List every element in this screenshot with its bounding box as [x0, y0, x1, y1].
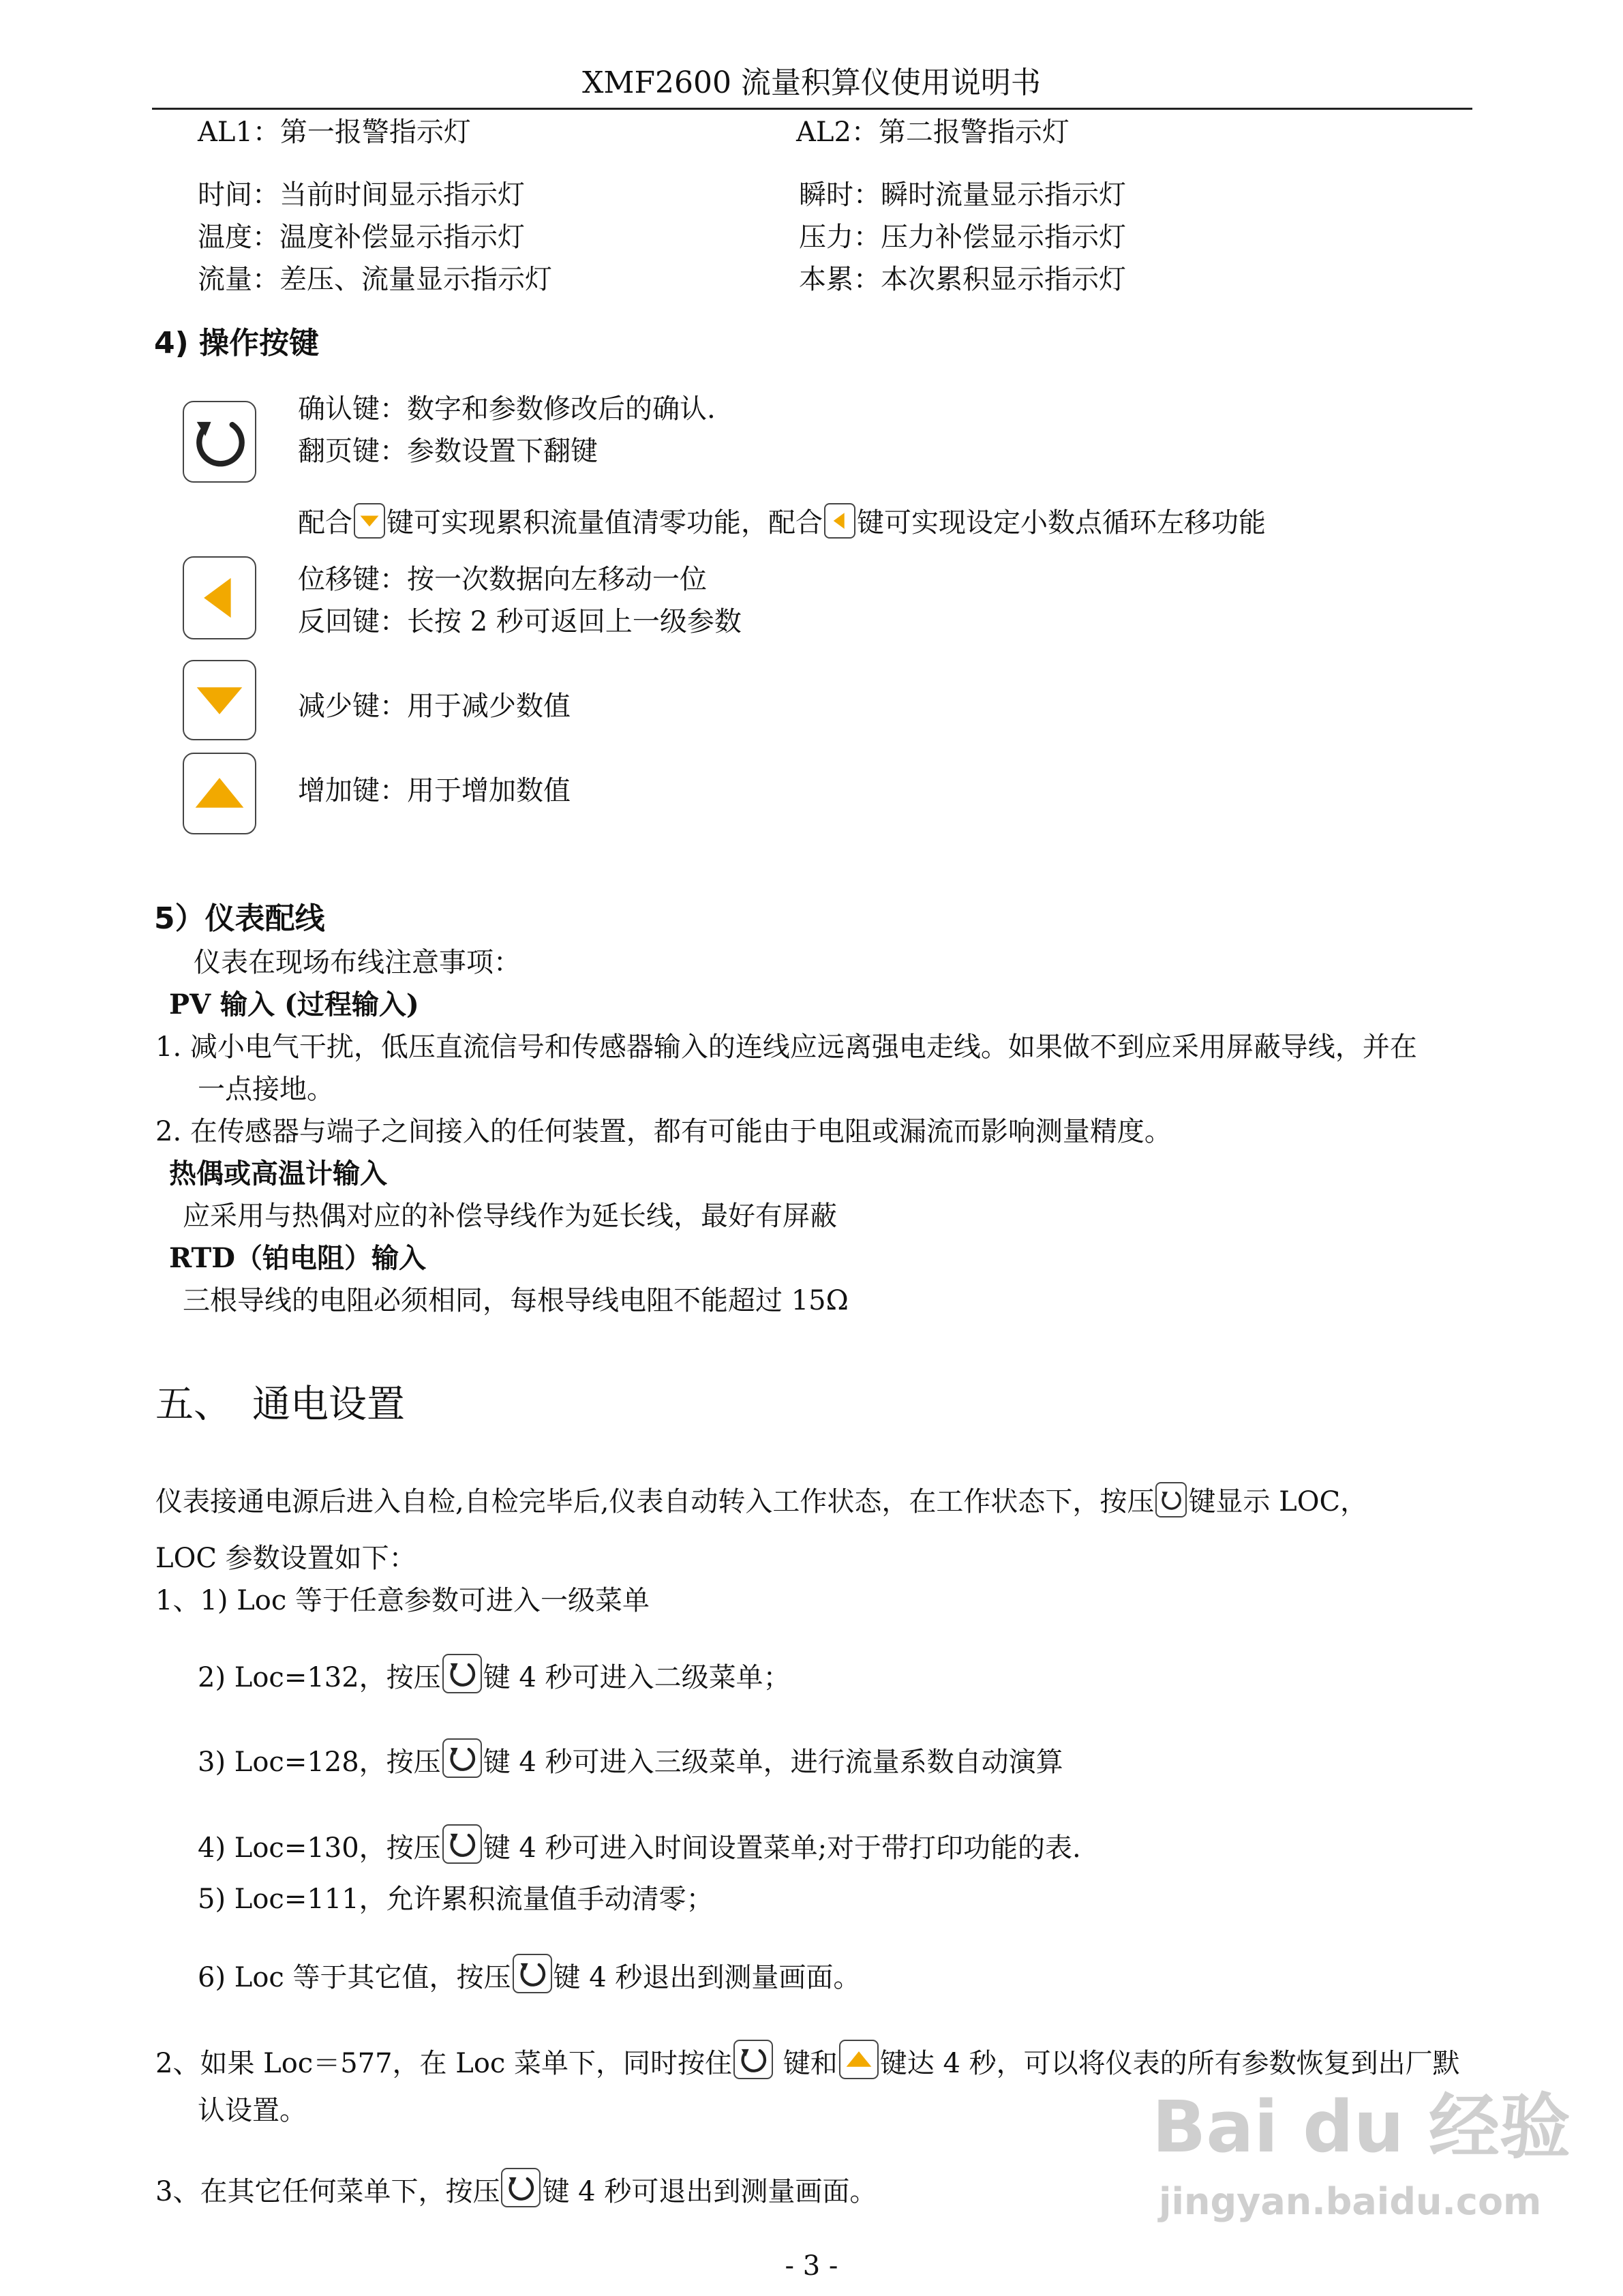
wiring-heading: 5）仪表配线	[154, 901, 325, 936]
down-key-inline-icon	[354, 503, 385, 539]
up-key-icon	[183, 753, 256, 834]
section-number: 五、	[155, 1383, 232, 1427]
exit-menu-item: 3、在其它任何菜单下，按压 键 4 秒可退出到测量画面。	[155, 2168, 877, 2209]
loc-item-5: 5) Loc=111，允许累积流量值手动清零；	[198, 1884, 714, 1915]
shift-key-desc: 位移键：按一次数据向左移动一位	[298, 564, 707, 595]
indicator-al1: AL1：第一报警指示灯	[198, 117, 471, 148]
shift-key-icon	[183, 556, 256, 639]
indicator-cumulative: 本累：本次累积显示指示灯	[799, 264, 1126, 295]
confirm-key-inline-icon	[442, 1824, 482, 1864]
pv-item-1-cont: 一点接地。	[198, 1074, 334, 1105]
document-title: XMF2600 流量积算仪使用说明书	[582, 65, 1041, 100]
power-paragraph-2: LOC 参数设置如下：	[155, 1543, 416, 1574]
left-key-inline-icon	[824, 503, 855, 539]
wiring-intro: 仪表在现场布线注意事项：	[194, 947, 521, 978]
loc-item-6: 6) Loc 等于其它值，按压 键 4 秒退出到测量画面。	[198, 1954, 860, 1995]
pv-item-2: 2. 在传感器与端子之间接入的任何装置，都有可能由于电阻或漏流而影响测量精度。	[155, 1116, 1172, 1147]
reset-factory-item: 2、如果 Loc＝577，在 Loc 菜单下，同时按住 键和 键达 4 秒，可以将仪表的所有参数恢复到出厂默	[155, 2040, 1460, 2081]
down-key-desc: 减少键：用于减少数值	[298, 691, 571, 722]
indicator-instant: 瞬时：瞬时流量显示指示灯	[799, 179, 1126, 211]
watermark-logo: Bai du 经验	[1152, 2085, 1571, 2169]
loc-item-2: 2) Loc=132，按压 键 4 秒可进入二级菜单；	[198, 1654, 791, 1695]
watermark-url: jingyan.baidu.com	[1159, 2180, 1542, 2223]
header-rule	[152, 108, 1472, 110]
thermocouple-text: 应采用与热偶对应的补偿导线作为延长线，最好有屏蔽	[183, 1200, 837, 1232]
confirm-key-inline-icon	[1155, 1482, 1187, 1517]
loc-item-4: 4) Loc=130，按压 键 4 秒可进入时间设置菜单;对于带打印功能的表.	[198, 1824, 1081, 1866]
thermocouple-heading: 热偶或高温计输入	[169, 1158, 387, 1190]
indicator-pressure: 压力：压力补偿显示指示灯	[799, 222, 1126, 253]
confirm-key-desc: 确认键：数字和参数修改后的确认.	[298, 393, 716, 425]
reset-factory-item-cont: 认设置。	[198, 2095, 307, 2126]
rtd-text: 三根导线的电阻必须相同，每根导线电阻不能超过 15Ω	[183, 1285, 849, 1316]
back-key-desc: 反回键：长按 2 秒可返回上一级参数	[298, 606, 742, 637]
rtd-heading: RTD（铂电阻）输入	[169, 1242, 426, 1274]
indicator-flow: 流量：差压、流量显示指示灯	[198, 264, 552, 295]
loc-item-1: 1、1) Loc 等于任意参数可进入一级菜单	[155, 1585, 650, 1616]
power-heading: 通电设置	[252, 1383, 405, 1427]
power-paragraph-1: 仪表接通电源后进入自检,自检完毕后,仪表自动转入工作状态，在工作状态下，按压 键显示 LOC，	[155, 1482, 1367, 1520]
pv-input-heading: PV 输入 (过程输入)	[169, 988, 419, 1021]
indicator-temperature: 温度：温度补偿显示指示灯	[198, 222, 525, 253]
pv-item-1: 1. 减小电气干扰，低压直流信号和传感器输入的连线应远离强电走线。如果做不到应采用屏蔽导线，并在	[155, 1031, 1417, 1063]
loc-item-3: 3) Loc=128，按压 键 4 秒可进入三级菜单，进行流量系数自动演算	[198, 1738, 1063, 1780]
confirm-key-inline-icon	[733, 2040, 773, 2079]
indicator-al2: AL2：第二报警指示灯	[796, 117, 1070, 148]
combo-function-line: 配合 键可实现累积流量值清零功能，配合 键可实现设定小数点循环左移功能	[298, 503, 1266, 541]
keys-heading: 4) 操作按键	[154, 326, 320, 361]
up-key-inline-icon	[839, 2040, 879, 2079]
confirm-key-inline-icon	[501, 2168, 541, 2207]
indicator-time: 时间：当前时间显示指示灯	[198, 179, 525, 211]
down-key-icon	[183, 660, 256, 740]
page-key-desc: 翻页键：参数设置下翻键	[298, 436, 598, 467]
confirm-key-inline-icon	[442, 1654, 482, 1693]
confirm-key-icon	[183, 401, 256, 483]
confirm-key-inline-icon	[513, 1954, 552, 1993]
page-number: - 3 -	[785, 2250, 838, 2282]
confirm-key-inline-icon	[442, 1738, 482, 1778]
up-key-desc: 增加键：用于增加数值	[298, 775, 571, 806]
